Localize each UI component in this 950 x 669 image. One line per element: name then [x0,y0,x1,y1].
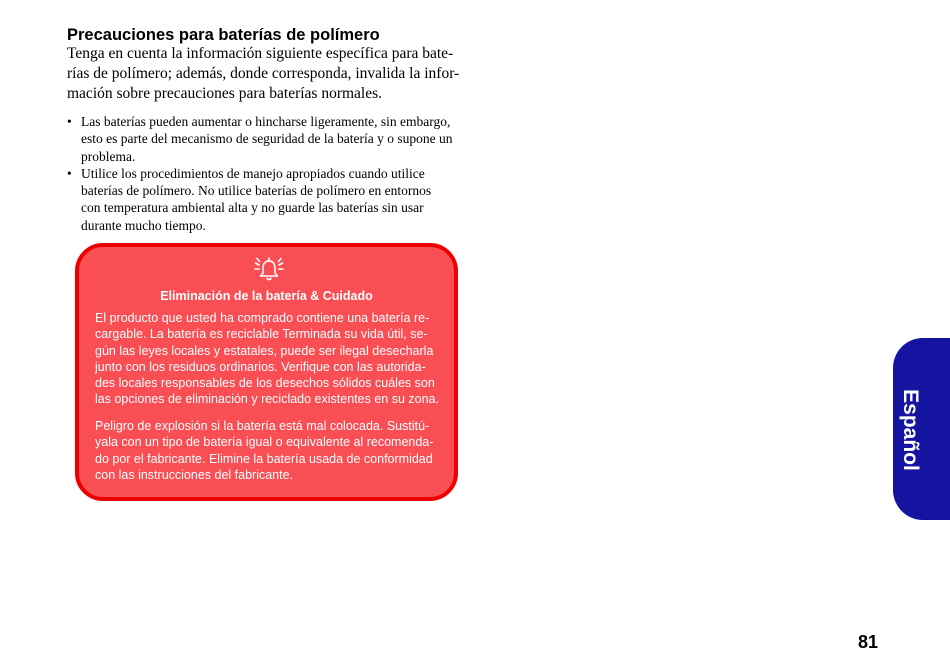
list-item-line: Las baterías pueden aumentar o hincharse ligeramente, sin embargo, [81,114,451,129]
bullet-marker: • [67,165,72,181]
warning-line: junto con los residuos ordinarios. Verifique con las autorida- [95,359,426,374]
list-item [67,113,477,165]
language-tab-label: Español [899,389,922,471]
intro-line: rías de polímero; además, donde corresponda, invalida la infor- [67,65,460,82]
battery-warning-box [75,243,458,501]
intro-line: mación sobre precauciones para baterías normales. [67,85,383,102]
language-tab [893,338,950,520]
warning-line: con las instrucciones del fabricante. [95,467,294,482]
list-item-line: problema. [81,148,136,164]
bullet-marker: • [67,114,72,129]
alarm-bell-icon [253,256,285,282]
list-item-line: con temperatura ambiental alta y no guarde las baterías sin usar [81,200,424,216]
list-item-line: durante mucho tiempo. [81,217,206,233]
list-item-line: Utilice los procedimientos de manejo apropiados cuando utilice [81,165,425,181]
warning-line: gún las leyes locales y estatales, puede ser ilegal desecharla [95,343,434,358]
list-item-line: esto es parte del mecanismo de seguridad de la batería y o supone un [81,131,453,147]
warning-paragraph [95,310,445,408]
warning-title: Eliminación de la batería & Cuidado [160,289,373,303]
list-item [67,165,477,234]
warning-line: des locales responsables de los desechos sólidos cuáles son [95,376,435,391]
page-number: 81 [858,632,879,652]
warning-line: Peligro de explosión si la batería está mal colocada. Sustitú- [95,419,430,433]
intro-paragraph [67,44,467,104]
list-item-line: baterías de polímero. No utilice baterías de polímero en entornos [81,183,432,199]
warning-line: las opciones de eliminación y reciclado existentes en su zona. [95,392,439,407]
warning-line: yala con un tipo de batería igual o equivalente al recomenda- [95,435,434,450]
warning-line: El producto que usted ha comprado contiene una batería re- [95,311,430,325]
section-title: Precauciones para baterías de polímero [67,26,380,44]
warning-line: do por el fabricante. Elimine la batería usada de conformidad [95,451,433,466]
precautions-list [67,113,477,234]
warning-line: cargable. La batería es reciclable Terminada su vida útil, se- [95,327,428,342]
intro-line: Tenga en cuenta la información siguiente específica para bate- [67,45,454,62]
warning-paragraph [95,418,445,483]
